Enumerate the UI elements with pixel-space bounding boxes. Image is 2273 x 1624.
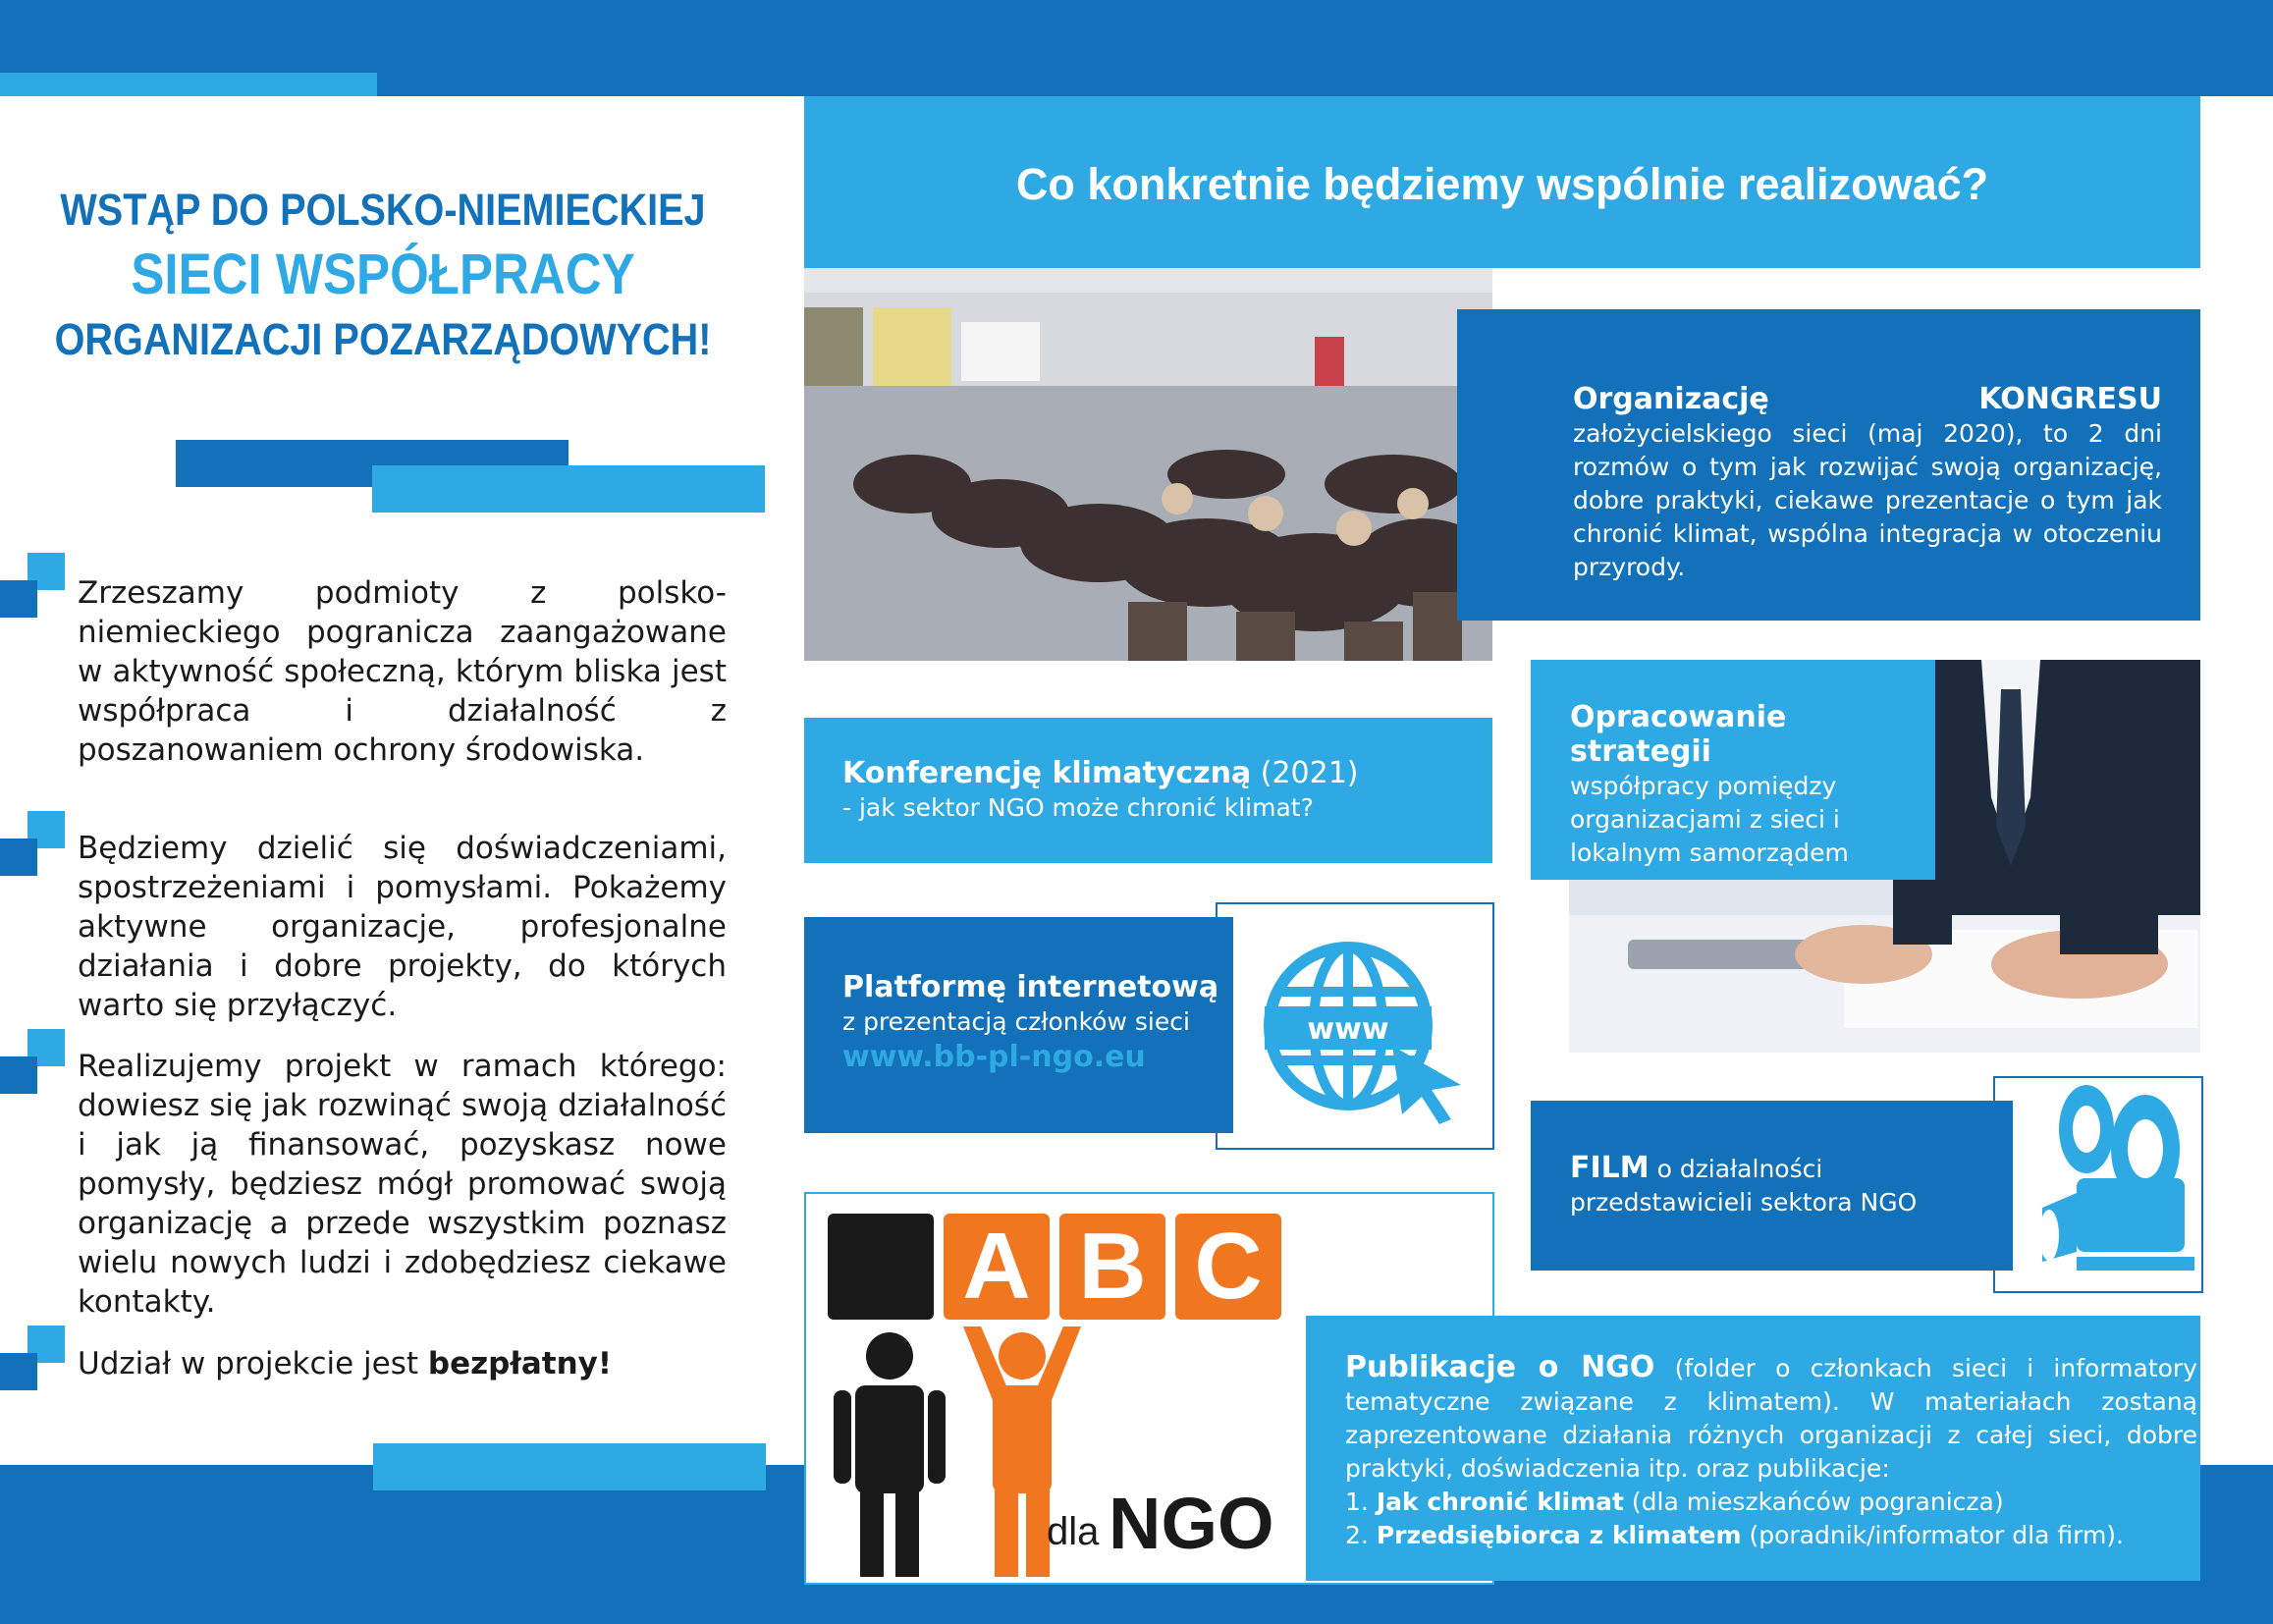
kongres-description: założycielskiego sieci (maj 2020), to 2 dni rozmów o tym jak rozwijać swoją organizację, dobre praktyki, ciekawe prezentacje o tym jak chronić klimat, wspólna integracja w otoczeniu przyrody.	[1573, 419, 2162, 581]
film-camera-icon	[2037, 1080, 2194, 1286]
konferencja-box	[804, 718, 1492, 863]
kongres-bold: Organizację KONGRESU	[1573, 382, 2162, 416]
publikacje-item-2-note: (poradnik/informator dla firm).	[1741, 1521, 2124, 1549]
bottom-left-accent-bar	[373, 1443, 766, 1490]
globe-www-icon	[1255, 938, 1471, 1124]
film-bold: FILM	[1570, 1151, 1650, 1185]
publikacje-description: (folder o członkach sieci i informatory tematyczne związane z klimatem). W materiałach zostaną zaprezentowane działania różnych organizacji z całej sieci, dobre praktyki, doświadczenia itp. oraz publikacje:	[1345, 1354, 2198, 1483]
konferencja-bold: Konferencję klimatyczną	[842, 756, 1252, 790]
konferencja-year: (2021)	[1251, 756, 1359, 790]
film-box	[1531, 1101, 2013, 1271]
publikacje-item-2	[1345, 1519, 2197, 1552]
conference-photo-image	[804, 268, 1492, 661]
kongres-text	[1573, 383, 2162, 584]
publikacje-item-2-title: Przedsiębiorca z klimatem	[1376, 1521, 1742, 1549]
strategia-text	[1570, 701, 1923, 870]
left-paragraph-4	[78, 1344, 727, 1383]
left-paragraph-3: Realizujemy projekt w ramach którego: dowiesz się jak rozwinąć swoją działalność i jak ją finansować, pozyskasz nowe pomysły, będziesz mógł promować swoją organizację a przede wszystkim poznasz wielu nowych ludzi i zdobędziesz ciekawe kontakty.	[78, 1049, 727, 1320]
bullet-square-dark	[0, 839, 37, 876]
free-text: Udział w projekcie jest	[78, 1346, 428, 1381]
bullet-square-dark	[0, 580, 37, 618]
left-title	[0, 182, 766, 368]
right-heading-box	[804, 96, 2200, 268]
publikacje-bold: Publikacje o NGO	[1345, 1350, 1655, 1384]
abc-logo-black-square	[828, 1214, 934, 1320]
bullet-square-dark	[0, 1056, 37, 1094]
title-deco-bar-light	[372, 465, 765, 513]
bullet-square-dark	[0, 1353, 37, 1390]
www-label: www	[1307, 1012, 1389, 1047]
strategia-description: współpracy pomiędzy organizacjami z sieci i lokalnym samorządem	[1570, 772, 1849, 867]
title-line-1: WSTĄP DO POLSKO-NIEMIECKIEJ	[60, 185, 706, 235]
abc-logo-tile-a: A	[944, 1214, 1050, 1320]
publikacje-item-1-number: 1.	[1345, 1488, 1377, 1516]
platforma-url[interactable]: www.bb-pl-ngo.eu	[842, 1040, 1146, 1074]
platforma-bold: Platformę internetową	[842, 970, 1219, 1004]
strategia-box	[1531, 660, 1935, 880]
publikacje-item-1-title: Jak chronić klimat	[1376, 1488, 1624, 1516]
title-line-2: SIECI WSPÓŁPRACY	[131, 243, 635, 306]
right-heading: Co konkretnie będziemy wspólnie realizować?	[1015, 159, 1989, 209]
platforma-text	[842, 971, 1235, 1076]
film-text	[1570, 1152, 1943, 1219]
left-paragraph-2: Będziemy dzielić się doświadczeniami, spostrzeżeniami i pomysłami. Pokażemy aktywne organizacje, profesjonalne działania i dobre projekty, do których warto się przyłączyć.	[78, 831, 727, 1023]
title-line-3: ORGANIZACJI POZARZĄDOWYCH!	[54, 314, 712, 364]
platforma-box	[804, 917, 1233, 1133]
publikacje-item-2-number: 2.	[1345, 1521, 1377, 1549]
free-text-bold: bezpłatny!	[427, 1346, 613, 1381]
publikacje-item-1-note: (dla mieszkańców pogranicza)	[1623, 1488, 2004, 1516]
abc-logo-ngo: NGO	[1109, 1483, 1274, 1564]
platforma-description: z prezentacją członków sieci	[842, 1007, 1190, 1036]
abc-logo-tile-c: C	[1175, 1214, 1281, 1320]
strategia-bold: Opracowanie strategii	[1570, 700, 1787, 769]
konferencja-text	[842, 757, 1471, 825]
konferencja-subtitle: - jak sektor NGO może chronić klimat?	[842, 793, 1314, 822]
kongres-box	[1457, 309, 2200, 621]
publikacje-text	[1345, 1351, 2197, 1552]
abc-logo-dla: dla	[1047, 1510, 1100, 1553]
conference-photo	[804, 268, 1492, 661]
abc-logo-tile-b: B	[1059, 1214, 1165, 1320]
film-description: o działalności przedstawicieli sektora NGO	[1570, 1155, 1918, 1217]
left-paragraph-1: Zrzeszamy podmioty z polsko-niemieckiego pogranicza zaangażowane w aktywność społeczną, którym bliska jest współpraca i działalność z poszanowaniem ochrony środowiska.	[78, 575, 727, 768]
publikacje-item-1	[1345, 1486, 2197, 1519]
publikacje-box	[1306, 1316, 2200, 1581]
